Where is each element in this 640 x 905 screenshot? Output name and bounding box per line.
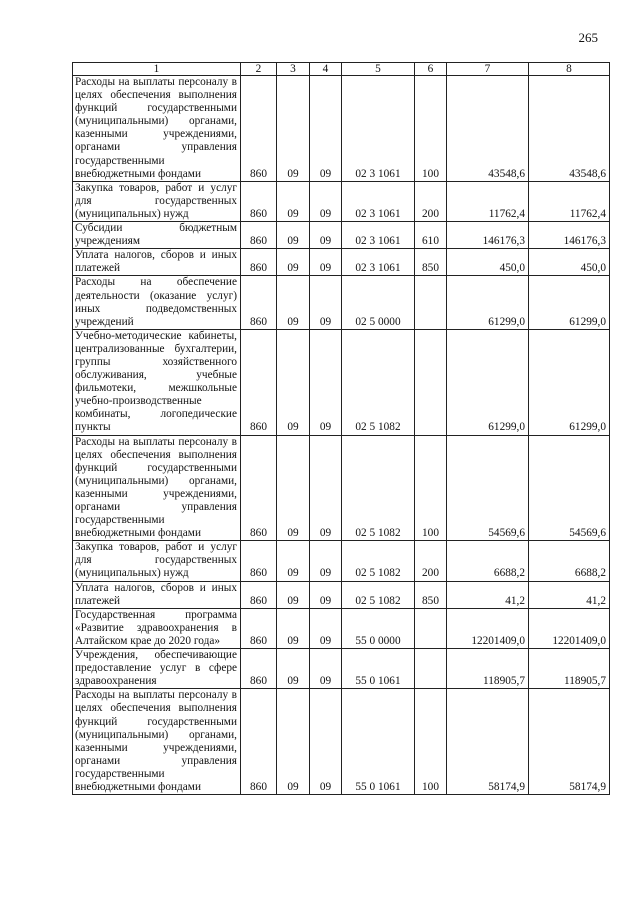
col-header-1: 1 [73,63,241,76]
amount-cell: 58174,9 [447,689,529,795]
subsection-cell: 09 [310,276,342,329]
amount-cell: 61299,0 [447,276,529,329]
amount-total-cell: 61299,0 [529,276,610,329]
section-cell: 09 [277,649,310,689]
target-article-cell: 55 0 1061 [342,649,415,689]
amount-total-cell: 43548,6 [529,76,610,182]
table-row [73,608,610,648]
row-name-cell: Закупка товаров, работ и услуг для государственных (муниципальных) нужд [73,181,241,221]
section-cell: 09 [277,689,310,795]
expense-type-cell [415,329,447,435]
target-article-cell: 02 3 1061 [342,181,415,221]
amount-cell: 54569,6 [447,435,529,541]
table-row [73,329,610,435]
col-header-4: 4 [310,63,342,76]
row-name-cell: Учреждения, обеспечивающие предоставление услуг в сфере здравоохранения [73,649,241,689]
target-article-cell: 02 5 1082 [342,581,415,608]
table-row [73,222,610,249]
target-article-cell: 02 5 1082 [342,541,415,581]
col-header-2: 2 [241,63,277,76]
table-row [73,76,610,182]
subsection-cell: 09 [310,329,342,435]
row-name-cell: Уплата налогов, сборов и иных платежей [73,249,241,276]
expense-type-cell [415,608,447,648]
table-header-row [73,63,610,76]
amount-total-cell: 450,0 [529,249,610,276]
code-admin-cell: 860 [241,276,277,329]
subsection-cell: 09 [310,181,342,221]
subsection-cell: 09 [310,435,342,541]
target-article-cell: 02 3 1061 [342,76,415,182]
expense-type-cell: 100 [415,689,447,795]
target-article-cell: 55 0 0000 [342,608,415,648]
table-row [73,541,610,581]
amount-total-cell: 58174,9 [529,689,610,795]
section-cell: 09 [277,181,310,221]
code-admin-cell: 860 [241,608,277,648]
row-name-cell: Расходы на выплаты персоналу в целях обеспечения выполнения функций государственными (муниципальными) органами, казенными учреждениями, органами управления государственными внебюджетными фондами [73,689,241,795]
row-name-cell: Субсидии бюджетным учреждениям [73,222,241,249]
col-header-5: 5 [342,63,415,76]
amount-total-cell: 61299,0 [529,329,610,435]
amount-total-cell: 11762,4 [529,181,610,221]
amount-cell: 118905,7 [447,649,529,689]
expense-type-cell: 610 [415,222,447,249]
row-name-cell: Уплата налогов, сборов и иных платежей [73,581,241,608]
row-name-cell: Закупка товаров, работ и услуг для государственных (муниципальных) нужд [73,541,241,581]
expense-type-cell: 100 [415,435,447,541]
expense-type-cell [415,276,447,329]
row-name-cell: Расходы на обеспечение деятельности (оказание услуг) иных подведомственных учреждений [73,276,241,329]
subsection-cell: 09 [310,689,342,795]
target-article-cell: 02 5 0000 [342,276,415,329]
code-admin-cell: 860 [241,181,277,221]
target-article-cell: 55 0 1061 [342,689,415,795]
subsection-cell: 09 [310,541,342,581]
code-admin-cell: 860 [241,222,277,249]
table-row [73,649,610,689]
col-header-6: 6 [415,63,447,76]
amount-total-cell: 12201409,0 [529,608,610,648]
section-cell: 09 [277,435,310,541]
budget-table [72,62,610,795]
table-row [73,581,610,608]
target-article-cell: 02 5 1082 [342,329,415,435]
col-header-7: 7 [447,63,529,76]
amount-cell: 43548,6 [447,76,529,182]
page-number: 265 [578,30,598,45]
amount-cell: 12201409,0 [447,608,529,648]
expense-type-cell: 100 [415,76,447,182]
code-admin-cell: 860 [241,76,277,182]
expense-type-cell: 850 [415,249,447,276]
subsection-cell: 09 [310,249,342,276]
target-article-cell: 02 5 1082 [342,435,415,541]
row-name-cell: Учебно-методические кабинеты, централизованные бухгалтерии, группы хозяйственного обслуживания, учебные фильмотеки, межшкольные учебно-производственные комбинаты, логопедические пункты [73,329,241,435]
code-admin-cell: 860 [241,329,277,435]
section-cell: 09 [277,76,310,182]
amount-total-cell: 6688,2 [529,541,610,581]
subsection-cell: 09 [310,76,342,182]
amount-cell: 6688,2 [447,541,529,581]
row-name-cell: Расходы на выплаты персоналу в целях обеспечения выполнения функций государственными (муниципальными) органами, казенными учреждениями, органами управления государственными внебюджетными фондами [73,76,241,182]
table-row [73,276,610,329]
amount-total-cell: 118905,7 [529,649,610,689]
code-admin-cell: 860 [241,541,277,581]
expense-type-cell: 200 [415,541,447,581]
table-row [73,249,610,276]
code-admin-cell: 860 [241,649,277,689]
section-cell: 09 [277,329,310,435]
table-row [73,689,610,795]
section-cell: 09 [277,581,310,608]
code-admin-cell: 860 [241,249,277,276]
section-cell: 09 [277,276,310,329]
section-cell: 09 [277,249,310,276]
row-name-cell: Расходы на выплаты персоналу в целях обеспечения выполнения функций государственными (муниципальными) органами, казенными учреждениями, органами управления государственными внебюджетными фондами [73,435,241,541]
table-row [73,435,610,541]
subsection-cell: 09 [310,649,342,689]
subsection-cell: 09 [310,222,342,249]
section-cell: 09 [277,541,310,581]
row-name-cell: Государственная программа «Развитие здравоохранения в Алтайском крае до 2020 года» [73,608,241,648]
amount-cell: 61299,0 [447,329,529,435]
amount-total-cell: 54569,6 [529,435,610,541]
expense-type-cell: 200 [415,181,447,221]
target-article-cell: 02 3 1061 [342,222,415,249]
code-admin-cell: 860 [241,689,277,795]
section-cell: 09 [277,608,310,648]
amount-cell: 41,2 [447,581,529,608]
table-row [73,181,610,221]
code-admin-cell: 860 [241,581,277,608]
target-article-cell: 02 3 1061 [342,249,415,276]
amount-cell: 146176,3 [447,222,529,249]
amount-total-cell: 146176,3 [529,222,610,249]
amount-cell: 11762,4 [447,181,529,221]
col-header-3: 3 [277,63,310,76]
section-cell: 09 [277,222,310,249]
col-header-8: 8 [529,63,610,76]
amount-total-cell: 41,2 [529,581,610,608]
subsection-cell: 09 [310,581,342,608]
expense-type-cell: 850 [415,581,447,608]
expense-type-cell [415,649,447,689]
subsection-cell: 09 [310,608,342,648]
amount-cell: 450,0 [447,249,529,276]
code-admin-cell: 860 [241,435,277,541]
